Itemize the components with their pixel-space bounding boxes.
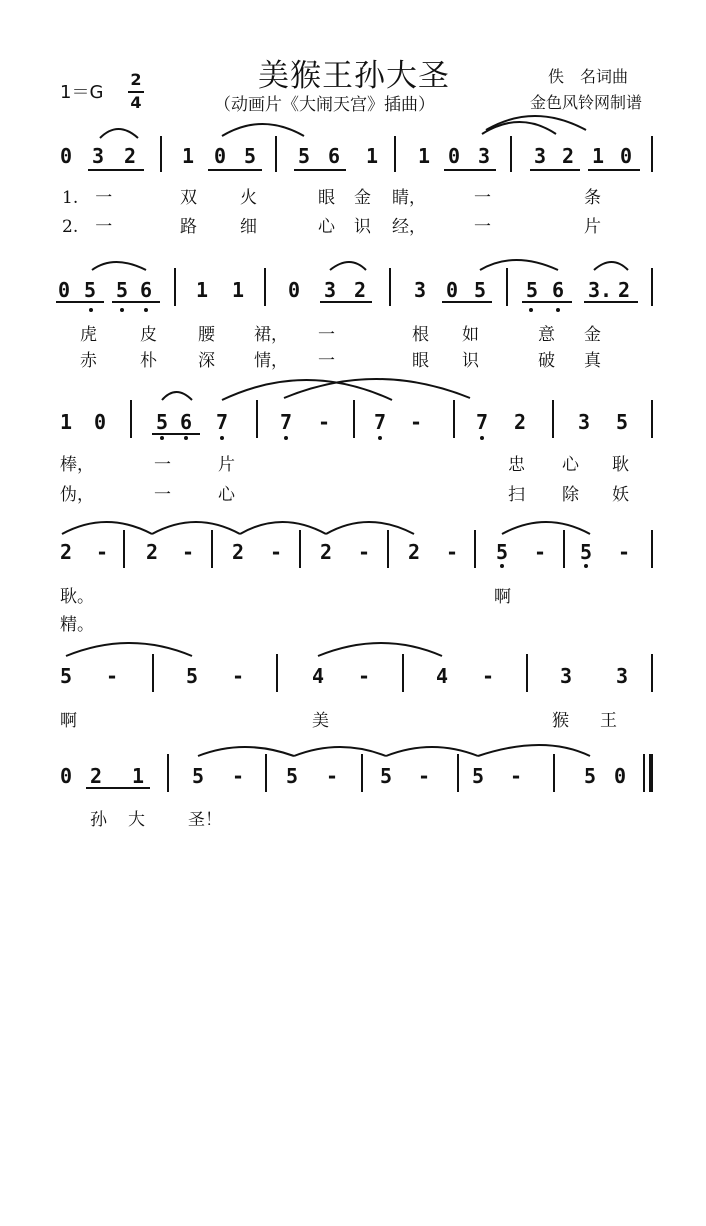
note: 5: [156, 410, 169, 434]
lyric: 孙: [90, 810, 107, 830]
lyric: 耿: [612, 455, 629, 475]
lyric: 心: [218, 485, 235, 505]
lyric: 金: [354, 188, 371, 208]
lyric: 片: [584, 217, 601, 237]
octave-dot: [556, 308, 560, 312]
note: 2: [90, 764, 103, 788]
note: 7: [476, 410, 489, 434]
note: 7: [374, 410, 387, 434]
lyric: 条: [584, 188, 601, 208]
slur: [330, 262, 366, 270]
note: 2: [354, 278, 367, 302]
lyric: 2. 一: [62, 217, 113, 237]
song-subtitle: （动画片《大闹天宫》插曲）: [214, 95, 435, 115]
slur: [486, 116, 586, 130]
key-signature: 1＝G: [60, 82, 104, 103]
note: 3: [560, 664, 573, 688]
credit-source: 金色风铃网制谱: [530, 93, 643, 112]
lyric: 啊: [60, 711, 77, 731]
slur: [222, 124, 304, 136]
note: 1: [182, 144, 195, 168]
slur: [152, 522, 240, 534]
note: -: [232, 664, 245, 688]
slur: [480, 260, 558, 270]
octave-dot: [500, 564, 504, 568]
note: -: [232, 764, 245, 788]
note: 2: [408, 540, 421, 564]
slur: [162, 392, 192, 400]
slur: [62, 522, 152, 534]
note: 5: [84, 278, 97, 302]
note: 1: [196, 278, 209, 302]
lyric: 大: [128, 810, 145, 830]
slur: [318, 643, 442, 656]
lyric: 美: [312, 711, 329, 731]
lyric: 一: [318, 351, 335, 371]
lyric: 啊: [494, 587, 511, 607]
note: 1: [60, 410, 73, 434]
note: -: [358, 540, 371, 564]
note: 0: [620, 144, 633, 168]
lyric: 意: [538, 325, 555, 345]
slur: [92, 262, 146, 270]
lyric: 双: [180, 188, 197, 208]
note: 1: [132, 764, 145, 788]
credit-author: 佚 名词曲: [548, 67, 629, 86]
lyric: 经，: [392, 217, 426, 237]
lyric: 情，: [254, 351, 288, 371]
lyric: 王: [600, 711, 617, 731]
note: -: [358, 664, 371, 688]
octave-dot: [220, 436, 224, 440]
lyric: 耿。: [60, 587, 94, 607]
note: 5: [580, 540, 593, 564]
lyric: 裙，: [254, 325, 288, 345]
lyric: 皮: [140, 325, 157, 345]
slur: [240, 522, 326, 534]
lyric: 朴: [140, 351, 157, 371]
lyric: 如: [462, 325, 479, 345]
note: 2: [562, 144, 575, 168]
note: -: [418, 764, 431, 788]
octave-dot: [160, 436, 164, 440]
note: 5: [472, 764, 485, 788]
note: 1: [418, 144, 431, 168]
note: 0: [58, 278, 71, 302]
lyric: 棒，: [60, 455, 94, 475]
lyric: 破: [538, 351, 555, 371]
note: 2: [146, 540, 159, 564]
note: -: [534, 540, 547, 564]
lyric: 识: [462, 351, 479, 371]
slur: [198, 747, 294, 756]
note: 5: [192, 764, 205, 788]
note: -: [106, 664, 119, 688]
note: 5: [474, 278, 487, 302]
note: -: [510, 764, 523, 788]
note: -: [318, 410, 331, 434]
note: 7: [216, 410, 229, 434]
note: 2: [124, 144, 137, 168]
lyric: 眼: [412, 351, 429, 371]
note: 5: [526, 278, 539, 302]
slur: [478, 745, 590, 756]
lyric: 忠: [508, 455, 525, 475]
lyric: 真: [584, 351, 601, 371]
lyric: 火: [240, 188, 257, 208]
note: -: [96, 540, 109, 564]
note: 2: [60, 540, 73, 564]
lyric: 扫: [508, 485, 525, 505]
lyric: 金: [584, 325, 601, 345]
lyric: 眼: [318, 188, 335, 208]
note: 2: [320, 540, 333, 564]
note: 1: [592, 144, 605, 168]
lyric: 1. 一: [62, 188, 113, 208]
note: 3: [616, 664, 629, 688]
lyric: 一: [474, 188, 491, 208]
note: 3: [478, 144, 491, 168]
note: 3: [578, 410, 591, 434]
note: 0: [614, 764, 627, 788]
note: 2: [618, 278, 631, 302]
note: -: [482, 664, 495, 688]
lyric: 一: [474, 217, 491, 237]
lyric: 赤: [80, 351, 97, 371]
lyric: 除: [562, 485, 579, 505]
note: 5: [286, 764, 299, 788]
slur: [502, 522, 590, 534]
octave-dot: [284, 436, 288, 440]
note: 0: [214, 144, 227, 168]
note: 0: [94, 410, 107, 434]
note: -: [446, 540, 459, 564]
slur: [386, 747, 478, 756]
lyric: 路: [180, 217, 197, 237]
note: 5: [244, 144, 257, 168]
lyric: 虎: [80, 325, 97, 345]
note: 5: [186, 664, 199, 688]
note: 3: [324, 278, 337, 302]
time-signature-top: 2: [130, 70, 142, 89]
slur: [594, 262, 628, 270]
octave-dot: [144, 308, 148, 312]
lyric: 猴: [552, 711, 569, 731]
slur: [100, 129, 138, 138]
note: 6: [180, 410, 193, 434]
note: 2: [232, 540, 245, 564]
note: 5: [584, 764, 597, 788]
lyric: 精。: [60, 615, 94, 635]
note: 6: [328, 144, 341, 168]
song-title: 美猴王孙大圣: [258, 58, 450, 94]
note: 5: [496, 540, 509, 564]
note: 0: [60, 764, 73, 788]
note: 3.: [588, 278, 613, 302]
lyric: 一: [154, 455, 171, 475]
lyric: 细: [240, 217, 257, 237]
note: 4: [312, 664, 325, 688]
note: -: [326, 764, 339, 788]
note: 7: [280, 410, 293, 434]
octave-dot: [89, 308, 93, 312]
octave-dot: [584, 564, 588, 568]
slur: [294, 747, 386, 756]
lyric: 伪，: [60, 485, 94, 505]
note: 5: [616, 410, 629, 434]
lyric: 心: [562, 455, 579, 475]
note: 3: [92, 144, 105, 168]
note: 5: [298, 144, 311, 168]
note: 5: [116, 278, 129, 302]
lyric: 深: [198, 351, 215, 371]
note: 6: [552, 278, 565, 302]
note: 0: [448, 144, 461, 168]
slur: [326, 522, 414, 534]
note: 6: [140, 278, 153, 302]
lyric: 睛，: [392, 188, 426, 208]
note: 4: [436, 664, 449, 688]
lyric: 片: [218, 455, 235, 475]
lyric: 妖: [612, 485, 629, 505]
note: 1: [366, 144, 379, 168]
octave-dot: [184, 436, 188, 440]
octave-dot: [120, 308, 124, 312]
slur: [482, 122, 556, 134]
note: -: [410, 410, 423, 434]
note: 2: [514, 410, 527, 434]
note: -: [270, 540, 283, 564]
lyric: 圣！: [188, 810, 222, 830]
lyric: 一: [154, 485, 171, 505]
note: 0: [60, 144, 73, 168]
lyric: 心: [318, 217, 335, 237]
note: 0: [288, 278, 301, 302]
note: 1: [232, 278, 245, 302]
note: 3: [534, 144, 547, 168]
octave-dot: [480, 436, 484, 440]
lyric: 腰: [198, 325, 215, 345]
lyric: 根: [412, 325, 429, 345]
lyric: 识: [354, 217, 371, 237]
note: 3: [414, 278, 427, 302]
note: 5: [380, 764, 393, 788]
lyric: 一: [318, 325, 335, 345]
note: 5: [60, 664, 73, 688]
note: -: [618, 540, 631, 564]
note: 0: [446, 278, 459, 302]
note: -: [182, 540, 195, 564]
slur: [284, 379, 470, 398]
octave-dot: [378, 436, 382, 440]
slur: [66, 643, 192, 656]
time-signature-bottom: 4: [130, 93, 142, 112]
octave-dot: [529, 308, 533, 312]
